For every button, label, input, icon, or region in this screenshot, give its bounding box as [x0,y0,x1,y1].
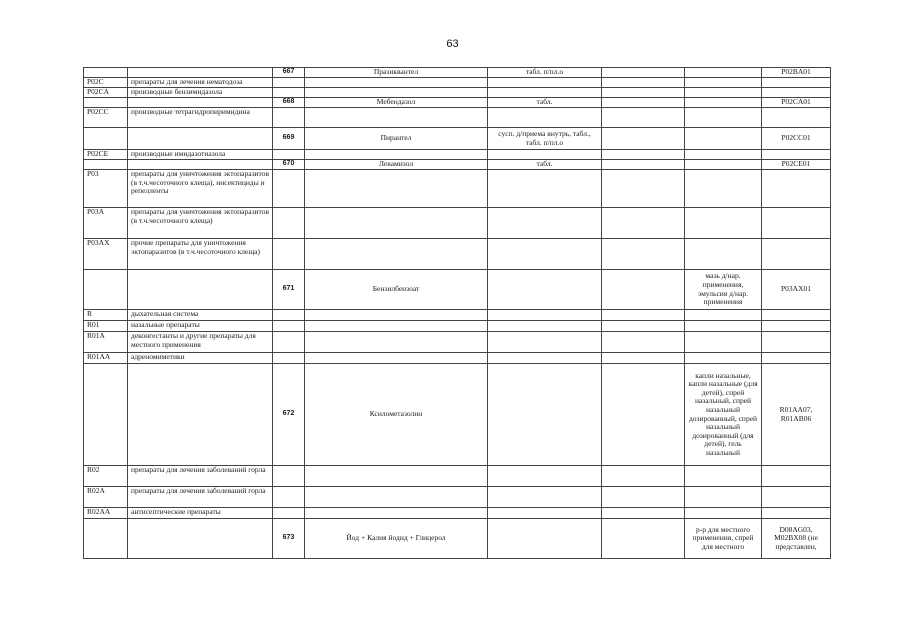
group-name-cell: препараты для лечения заболеваний горла [128,487,273,508]
atc-code-cell: P02CA [84,88,128,98]
dosage-form-cell: табл. [488,98,602,108]
drug-number-cell [273,208,305,239]
extra-cell [602,98,685,108]
group-row [84,239,831,270]
dosage-form-alt-cell: капли назальные, капли назальные (для детей), спрей назальный, спрей назальный дозированный, спрей назальный дозированный (для детей), гель назальный [685,364,762,466]
drug-number-cell [273,466,305,487]
dosage-form-alt-cell [685,208,762,239]
dosage-form-alt-cell [685,170,762,208]
atc-drug-code-cell [762,310,831,321]
dosage-form-alt-cell [685,78,762,88]
drug-number-cell: 668 [273,98,305,108]
atc-code-cell: P02CE [84,150,128,160]
drug-classification-table [83,67,831,559]
drug-name-cell [305,310,488,321]
drug-name-cell [305,353,488,364]
atc-code-cell [84,364,128,466]
atc-code-cell: P03A [84,208,128,239]
group-name-cell: адреномиметики [128,353,273,364]
dosage-form-cell [488,310,602,321]
atc-code-cell: R02A [84,487,128,508]
drug-number-cell [273,88,305,98]
extra-cell [602,170,685,208]
atc-drug-code-cell [762,108,831,128]
group-row [84,88,831,98]
dosage-form-cell [488,88,602,98]
dosage-form-alt-cell [685,310,762,321]
drug-row [84,519,831,559]
drug-name-cell [305,150,488,160]
atc-drug-code-cell [762,466,831,487]
dosage-form-alt-cell: р-р для местного применения, спрей для местного [685,519,762,559]
dosage-form-alt-cell [685,150,762,160]
group-row [84,332,831,353]
atc-drug-code-cell [762,487,831,508]
atc-drug-code-cell: P03AX01 [762,270,831,310]
drug-name-cell [305,321,488,332]
dosage-form-cell [488,487,602,508]
drug-number-cell [273,150,305,160]
atc-code-cell: P02C [84,78,128,88]
group-row [84,321,831,332]
drug-number-cell: 672 [273,364,305,466]
dosage-form-alt-cell [685,68,762,78]
atc-code-cell: R01 [84,321,128,332]
dosage-form-alt-cell [685,108,762,128]
atc-drug-code-cell: P02BA01 [762,68,831,78]
atc-drug-code-cell [762,88,831,98]
group-row [84,208,831,239]
extra-cell [602,310,685,321]
atc-code-cell [84,519,128,559]
extra-cell [602,160,685,170]
extra-cell [602,270,685,310]
atc-drug-code-cell [762,332,831,353]
extra-cell [602,150,685,160]
atc-code-cell: R01AA [84,353,128,364]
drug-number-cell [273,321,305,332]
extra-cell [602,128,685,150]
drug-number-cell [273,108,305,128]
dosage-form-cell [488,332,602,353]
atc-code-cell [84,270,128,310]
drug-number-cell [273,508,305,519]
extra-cell [602,208,685,239]
drug-row [84,270,831,310]
drug-row [84,98,831,108]
drug-number-cell [273,332,305,353]
drug-number-cell [273,170,305,208]
atc-code-cell: P03 [84,170,128,208]
atc-drug-code-cell [762,321,831,332]
group-name-cell [128,68,273,78]
drug-number-cell [273,239,305,270]
group-name-cell [128,98,273,108]
atc-drug-code-cell: P02CC01 [762,128,831,150]
group-row [84,466,831,487]
atc-drug-code-cell: P02CE01 [762,160,831,170]
atc-code-cell: R01A [84,332,128,353]
group-name-cell: препараты для лечения заболеваний горла [128,466,273,487]
drug-name-cell [305,332,488,353]
atc-drug-code-cell: D08AG03, M02BX08 (не представлен, [762,519,831,559]
extra-cell [602,364,685,466]
group-row [84,150,831,160]
atc-drug-code-cell [762,150,831,160]
atc-drug-code-cell: R01AA07, R01AB06 [762,364,831,466]
dosage-form-alt-cell [685,98,762,108]
extra-cell [602,487,685,508]
drug-row [84,364,831,466]
dosage-form-cell [488,150,602,160]
extra-cell [602,321,685,332]
atc-code-cell [84,98,128,108]
atc-code-cell [84,68,128,78]
group-name-cell: производные бензимидазола [128,88,273,98]
drug-name-cell [305,108,488,128]
group-name-cell [128,160,273,170]
group-name-cell: препараты для уничтожения эктопаразитов (в т.ч.чесоточного клеща) [128,208,273,239]
atc-drug-code-cell [762,208,831,239]
dosage-form-cell [488,364,602,466]
drug-name-cell: Йод + Калия йодид + Глицерол [305,519,488,559]
group-row [84,508,831,519]
dosage-form-cell: табл. [488,160,602,170]
group-row [84,170,831,208]
drug-row [84,68,831,78]
atc-drug-code-cell [762,170,831,208]
atc-drug-code-cell [762,78,831,88]
drug-row [84,160,831,170]
atc-code-cell: R02 [84,466,128,487]
drug-number-cell: 673 [273,519,305,559]
group-row [84,78,831,88]
group-row [84,310,831,321]
drug-number-cell [273,487,305,508]
drug-number-cell: 671 [273,270,305,310]
dosage-form-cell [488,239,602,270]
dosage-form-cell [488,466,602,487]
atc-drug-code-cell [762,508,831,519]
drug-name-cell: Левамизол [305,160,488,170]
group-name-cell: препараты для лечения нематодоза [128,78,273,88]
dosage-form-alt-cell [685,487,762,508]
extra-cell [602,519,685,559]
group-name-cell [128,128,273,150]
group-name-cell: назальные препараты [128,321,273,332]
dosage-form-alt-cell [685,239,762,270]
drug-name-cell [305,208,488,239]
group-row [84,108,831,128]
extra-cell [602,68,685,78]
dosage-form-cell: сусп. д/приема внутрь, табл., табл. п/пл.о [488,128,602,150]
dosage-form-cell [488,208,602,239]
group-name-cell: антисептические препараты [128,508,273,519]
group-name-cell: дыхательная система [128,310,273,321]
dosage-form-alt-cell [685,128,762,150]
atc-code-cell [84,128,128,150]
extra-cell [602,78,685,88]
drug-name-cell [305,78,488,88]
atc-drug-code-cell: P02CA01 [762,98,831,108]
atc-code-cell: P03AX [84,239,128,270]
extra-cell [602,466,685,487]
group-name-cell: производные имидазотиазола [128,150,273,160]
drug-number-cell: 670 [273,160,305,170]
dosage-form-alt-cell [685,321,762,332]
extra-cell [602,239,685,270]
extra-cell [602,508,685,519]
drug-name-cell: Бензилбензоат [305,270,488,310]
drug-name-cell [305,487,488,508]
drug-name-cell [305,508,488,519]
dosage-form-alt-cell [685,353,762,364]
dosage-form-alt-cell: мазь д/нар. применения, эмульсия д/нар. применения [685,270,762,310]
atc-code-cell: R02AA [84,508,128,519]
atc-drug-code-cell [762,239,831,270]
group-name-cell: деконгестанты и другие препараты для местного применения [128,332,273,353]
extra-cell [602,108,685,128]
atc-drug-code-cell [762,353,831,364]
drug-name-cell [305,170,488,208]
drug-name-cell: Празиквантел [305,68,488,78]
extra-cell [602,332,685,353]
group-name-cell: производные тетрагидропиримидина [128,108,273,128]
drug-number-cell [273,310,305,321]
dosage-form-alt-cell [685,88,762,98]
atc-code-cell [84,160,128,170]
group-name-cell: препараты для уничтожения эктопаразитов (в т.ч.чесоточного клеща), инсектициды и репелленты [128,170,273,208]
atc-code-cell: P02CC [84,108,128,128]
dosage-form-alt-cell [685,332,762,353]
dosage-form-cell: табл. п/пл.о [488,68,602,78]
group-row [84,487,831,508]
drug-name-cell: Ксилометазолин [305,364,488,466]
drug-name-cell [305,239,488,270]
drug-number-cell: 669 [273,128,305,150]
drug-name-cell [305,88,488,98]
atc-code-cell: R [84,310,128,321]
dosage-form-cell [488,353,602,364]
group-name-cell [128,519,273,559]
dosage-form-cell [488,108,602,128]
group-name-cell: прочие препараты для уничтожения эктопаразитов (в т.ч.чесоточного клеща) [128,239,273,270]
drug-name-cell: Мебендазол [305,98,488,108]
dosage-form-alt-cell [685,508,762,519]
drug-number-cell: 667 [273,68,305,78]
group-row [84,353,831,364]
drug-number-cell [273,78,305,88]
dosage-form-cell [488,508,602,519]
drug-row [84,128,831,150]
dosage-form-cell [488,78,602,88]
drug-name-cell [305,466,488,487]
extra-cell [602,88,685,98]
group-name-cell [128,364,273,466]
drug-name-cell: Пирантел [305,128,488,150]
dosage-form-alt-cell [685,466,762,487]
dosage-form-cell [488,270,602,310]
dosage-form-cell [488,170,602,208]
group-name-cell [128,270,273,310]
page-number: 63 [446,38,459,50]
dosage-form-cell [488,321,602,332]
extra-cell [602,353,685,364]
drug-number-cell [273,353,305,364]
dosage-form-cell [488,519,602,559]
dosage-form-alt-cell [685,160,762,170]
